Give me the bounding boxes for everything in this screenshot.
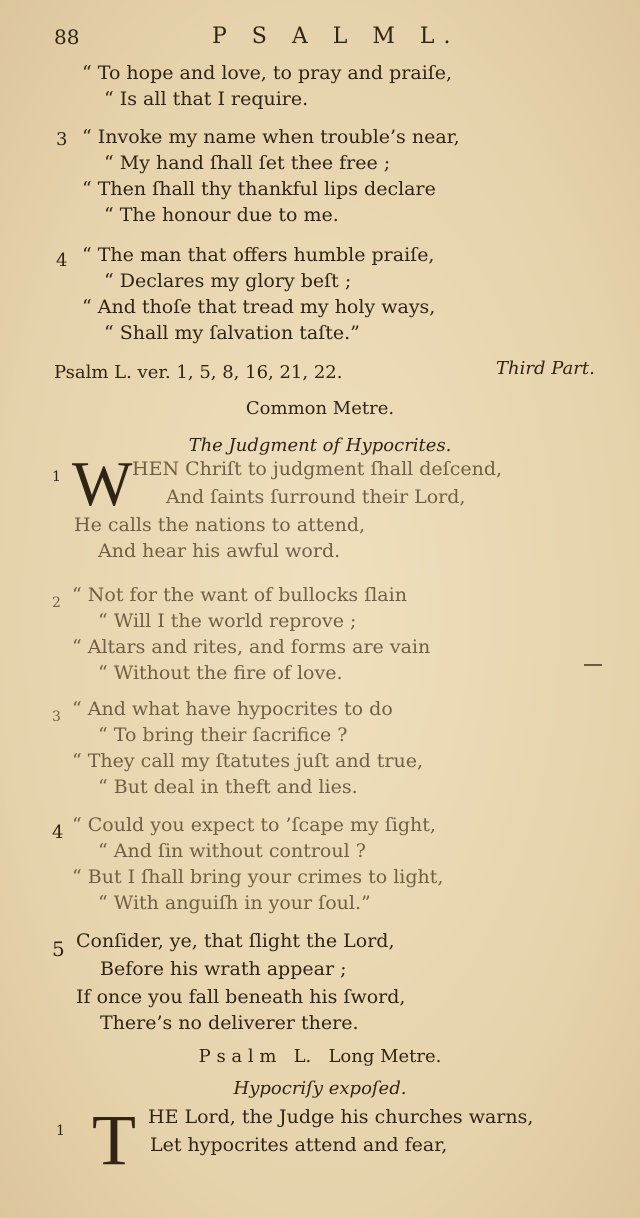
verse-line: And ſaints ſurround their Lord,	[166, 486, 466, 508]
verse-line: “ They call my ſtatutes juſt and true,	[72, 750, 424, 772]
metre-heading: Common Metre.	[245, 398, 395, 419]
verse-line: “ But I ſhall bring your crimes to light,	[72, 866, 444, 888]
verse-line: “ And what have hypocrites to do	[72, 698, 393, 720]
verse-line: “ But deal in theft and lies.	[98, 776, 358, 798]
stanza-number: 4	[56, 250, 68, 271]
section-subtitle: The Judgment of Hypocrites.	[188, 435, 452, 456]
verse-line: “ Then ſhall thy thankful lips declare	[82, 178, 436, 200]
part-label: Third Part.	[496, 358, 595, 379]
verse-line: “ Without the fire of love.	[98, 662, 343, 684]
verse-line: He calls the nations to attend,	[74, 514, 366, 536]
verse-line: “ And ſin without controul ?	[98, 840, 366, 862]
verse-line: Let hypocrites attend and fear,	[150, 1134, 448, 1156]
drop-cap: T	[92, 1100, 136, 1180]
verse-line: HE Lord, the Judge his churches warns,	[148, 1106, 534, 1128]
verse-line: And hear his awful word.	[98, 540, 341, 562]
stanza-number: 5	[52, 937, 65, 961]
verse-line: “ To hope and love, to pray and praiſe,	[82, 62, 453, 84]
verse-line: “ To bring their ſacrifice ?	[98, 724, 348, 746]
stanza-number: 1	[56, 1123, 65, 1139]
verse-line: “ The man that offers humble praiſe,	[82, 244, 435, 266]
page-number: 88	[54, 25, 80, 49]
verse-line: “ Is all that I require.	[104, 88, 309, 110]
running-title: P S A L M L.	[212, 24, 460, 49]
verse-line: Conſider, ye, that ſlight the Lord,	[76, 930, 395, 952]
verse-line: “ Invoke my name when trouble’s near,	[82, 126, 460, 148]
psalm-long-metre-heading: P s a l m L. Long Metre.	[198, 1046, 442, 1067]
verse-line: “ Declares my glory beſt ;	[104, 270, 352, 292]
verse-line: “ And thoſe that tread my holy ways,	[82, 296, 436, 318]
stanza-number: 1	[52, 469, 61, 485]
stanza-number: 4	[52, 822, 64, 843]
verse-line: There’s no deliverer there.	[100, 1012, 359, 1034]
verse-line: “ The honour due to me.	[104, 204, 339, 226]
stanza-number: 3	[56, 129, 68, 150]
verse-line: “ My hand ſhall ſet thee free ;	[104, 152, 391, 174]
verse-line: If once you fall beneath his ſword,	[76, 986, 406, 1008]
psalm-reference-heading: Psalm L. ver. 1, 5, 8, 16, 21, 22.	[54, 362, 343, 383]
verse-line: “ Could you expect to ’ſcape my ſight,	[72, 814, 436, 836]
stanza-number: 2	[52, 595, 61, 611]
section-subtitle: Hypocriſy expoſed.	[233, 1078, 407, 1099]
verse-line: “ Not for the want of bullocks ſlain	[72, 584, 407, 606]
stanza-number: 3	[52, 709, 61, 725]
verse-line: “ Will I the world reprove ;	[98, 610, 357, 632]
drop-cap: W	[72, 448, 133, 519]
verse-line: “ Altars and rites, and forms are vain	[72, 636, 431, 658]
margin-dash	[584, 664, 602, 666]
verse-line: “ Shall my ſalvation taſte.”	[104, 322, 360, 344]
verse-line: “ With anguiſh in your ſoul.”	[98, 892, 371, 914]
verse-line: HEN Chriſt to judgment ſhall deſcend,	[132, 458, 503, 480]
verse-line: Before his wrath appear ;	[100, 958, 347, 980]
